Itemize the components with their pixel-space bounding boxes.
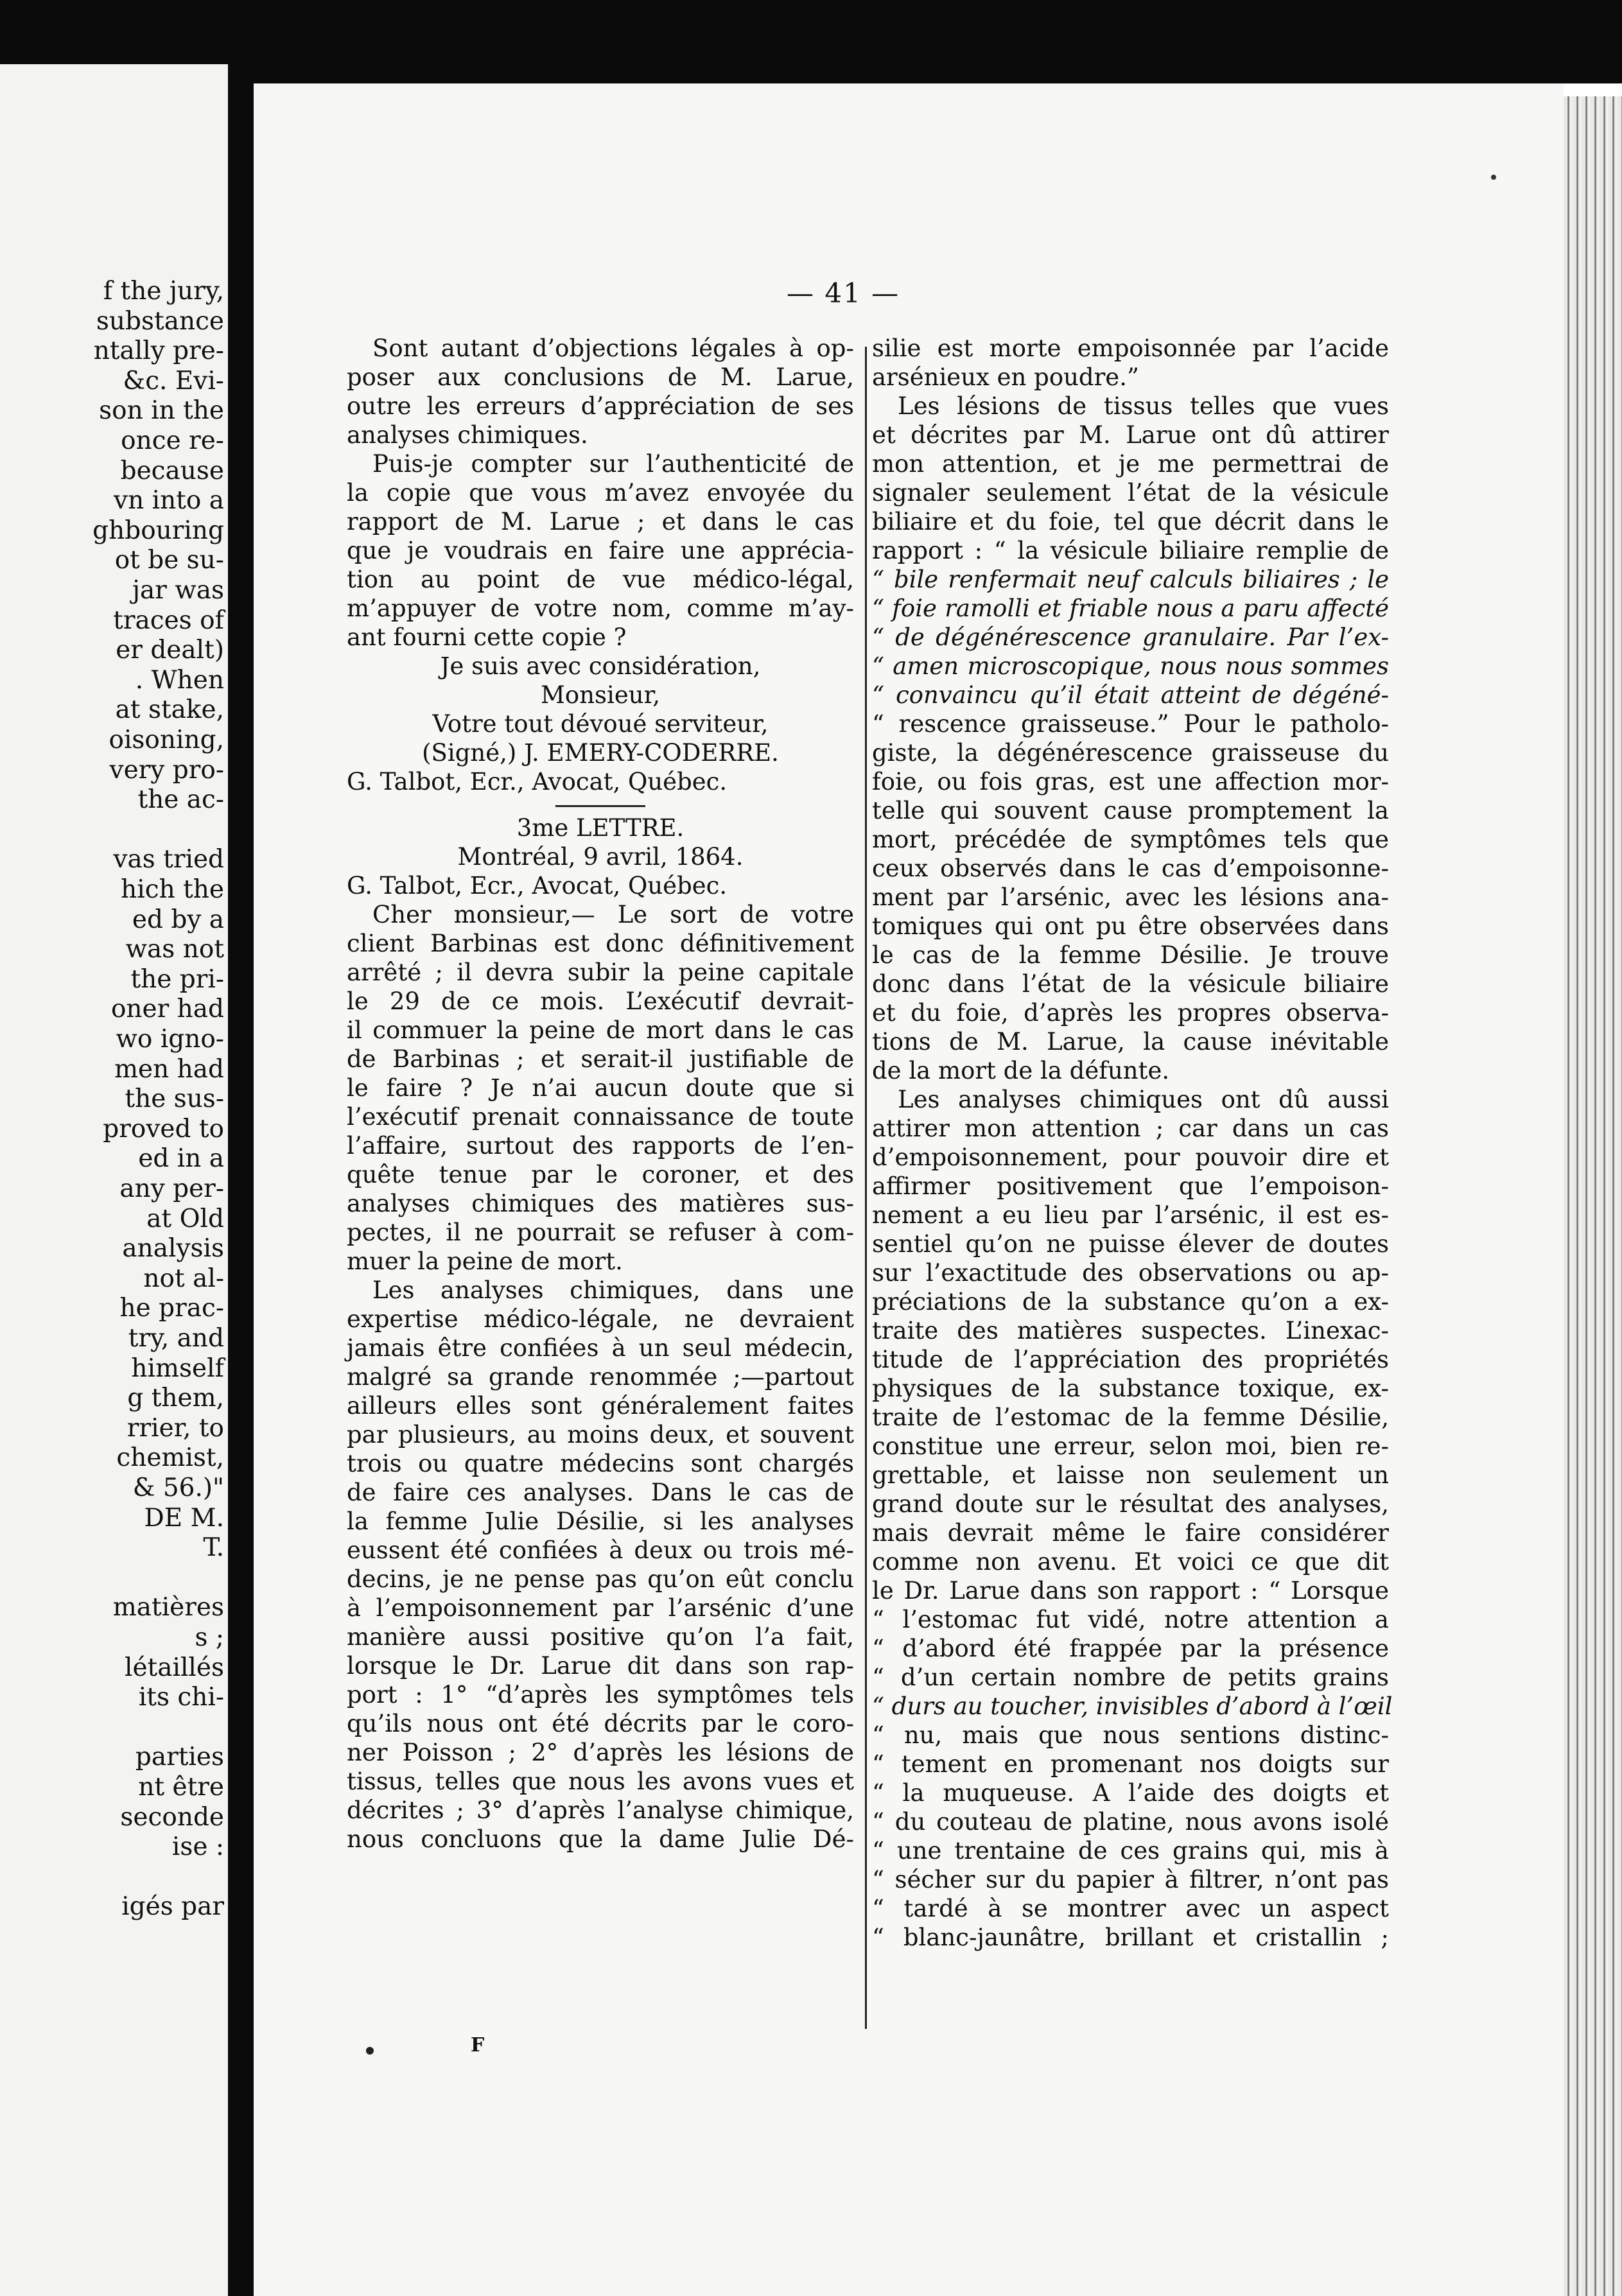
adjacent-page-line: the pri- bbox=[130, 964, 224, 994]
text-line: le cas de la femme Désilie. Je trouve bbox=[872, 941, 1389, 969]
adjacent-page-line: vn into a bbox=[114, 486, 224, 516]
text-line: rapport : “ la vésicule biliaire remplie de bbox=[872, 537, 1389, 564]
text-line: quête tenue par le coroner, et des bbox=[347, 1161, 854, 1188]
text-line: trois ou quatre médecins sont chargés bbox=[347, 1450, 854, 1477]
text-line: malgré sa grande renommée ;—partout bbox=[347, 1363, 854, 1391]
text-line: arsénieux en poudre.” bbox=[872, 363, 1139, 391]
text-line: lorsque le Dr. Larue dit dans son rap- bbox=[347, 1652, 854, 1680]
text-line: Votre tout dévoué serviteur, bbox=[432, 710, 769, 738]
text-line: telle qui souvent cause promptement la bbox=[872, 797, 1389, 824]
text-line: “ durs au toucher, invisibles d’abord à l’œil bbox=[872, 1692, 1393, 1720]
page-number: — 41 — bbox=[787, 277, 900, 309]
adjacent-page-line: igés par bbox=[121, 1892, 224, 1922]
adjacent-page-line: &c. Evi- bbox=[123, 366, 224, 396]
text-line: “ l’estomac fut vidé, notre attention a bbox=[872, 1606, 1389, 1633]
text-line: port : 1° “d’après les symptômes tels bbox=[347, 1681, 854, 1709]
adjacent-page-line: oisoning, bbox=[109, 726, 224, 754]
adjacent-page-line: oner had bbox=[110, 995, 224, 1024]
adjacent-page-line: himself bbox=[131, 1353, 224, 1383]
adjacent-page-line: vas tried bbox=[113, 845, 224, 874]
text-line: eussent été confiées à deux ou trois mé- bbox=[347, 1536, 854, 1564]
adjacent-page-line: analysis bbox=[122, 1234, 224, 1264]
adjacent-page-line: s ; bbox=[195, 1623, 224, 1652]
text-line: attirer mon attention ; car dans un cas bbox=[872, 1115, 1389, 1142]
adjacent-page-line: the ac- bbox=[137, 785, 224, 815]
text-line: 3me LETTRE. bbox=[516, 814, 685, 842]
text-line: Cher monsieur,— Le sort de votre bbox=[372, 901, 854, 928]
text-line: jamais être confiées à un seul médecin, bbox=[347, 1334, 854, 1362]
text-line: biliaire et du foie, tel que décrit dans le bbox=[872, 508, 1389, 535]
text-line: “ d’abord été frappée par la présence bbox=[872, 1635, 1389, 1662]
text-line: giste, la dégénérescence graisseuse du bbox=[872, 739, 1389, 767]
text-column-right bbox=[872, 334, 1393, 1952]
adjacent-page-line: try, and bbox=[128, 1324, 224, 1353]
text-line: “ blanc-jaunâtre, brillant et cristallin ; bbox=[872, 1924, 1389, 1951]
adjacent-page-line: substance bbox=[96, 306, 224, 336]
adjacent-page-line: ed by a bbox=[132, 905, 224, 934]
text-line: de Barbinas ; et serait-il justifiable de bbox=[347, 1045, 854, 1073]
adjacent-page-line: T. bbox=[203, 1533, 224, 1563]
text-line: ceux observés dans le cas d’empoisonne- bbox=[872, 855, 1389, 882]
text-line: “ la muqueuse. A l’aide des doigts et bbox=[872, 1779, 1389, 1807]
adjacent-page-line: he prac- bbox=[119, 1294, 224, 1323]
text-line: comme non avenu. Et voici ce que dit bbox=[872, 1548, 1389, 1576]
adjacent-page-line: létaillés bbox=[125, 1653, 224, 1682]
adjacent-page-line: DE M. bbox=[144, 1503, 224, 1533]
text-line: nement a eu lieu par l’arsénic, il est es- bbox=[872, 1201, 1389, 1229]
text-column-left bbox=[347, 334, 854, 1854]
text-line: “ amen microscopique, nous nous sommes bbox=[872, 652, 1389, 680]
text-line: “ tement en promenant nos doigts sur bbox=[872, 1750, 1389, 1778]
text-line: d’empoisonnement, pour pouvoir dire et bbox=[872, 1144, 1389, 1171]
text-line: manière aussi positive qu’on l’a fait, bbox=[347, 1623, 854, 1651]
text-line: mort, précédée de symptômes tels que bbox=[872, 826, 1389, 853]
text-line: foie, ou fois gras, est une affection mor- bbox=[872, 768, 1389, 796]
text-line: signaler seulement l’état de la vésicule bbox=[872, 479, 1389, 507]
adjacent-page-fragment bbox=[0, 64, 228, 2296]
text-line: outre les erreurs d’appréciation de ses bbox=[347, 392, 854, 420]
adjacent-page-line: chemist, bbox=[116, 1443, 224, 1473]
text-line: traite des matières suspectes. L’inexac- bbox=[872, 1317, 1389, 1344]
text-line: titude de l’appréciation des propriétés bbox=[872, 1346, 1389, 1373]
adjacent-page-line: the sus- bbox=[125, 1084, 224, 1114]
text-line: (Signé,) J. EMERY-CODERRE. bbox=[422, 739, 779, 767]
column-divider bbox=[865, 347, 867, 2029]
text-line: préciations de la substance qu’on a ex- bbox=[872, 1288, 1389, 1316]
adjacent-page-line: ot be su- bbox=[114, 546, 224, 575]
text-line: poser aux conclusions de M. Larue, bbox=[347, 363, 854, 391]
text-line: muer la peine de mort. bbox=[347, 1248, 623, 1275]
text-line: sur l’exactitude des observations ou ap- bbox=[872, 1259, 1389, 1287]
text-line: “ tardé à se montrer avec un aspect bbox=[872, 1895, 1389, 1922]
adjacent-page-line: hich the bbox=[121, 875, 224, 904]
text-line: la copie que vous m’avez envoyée du bbox=[347, 479, 854, 507]
text-line: “ rescence graisseuse.” Pour le patholo- bbox=[872, 710, 1389, 738]
text-line: “ foie ramolli et friable nous a paru affecté bbox=[872, 595, 1389, 622]
adjacent-page-line: any per- bbox=[119, 1174, 224, 1203]
text-line: ailleurs elles sont généralement faites bbox=[347, 1392, 854, 1420]
text-line: “ nu, mais que nous sentions distinc- bbox=[872, 1721, 1389, 1749]
adjacent-page-line: parties bbox=[135, 1743, 224, 1772]
text-line: analyses chimiques. bbox=[347, 421, 588, 449]
adjacent-page-line: traces of bbox=[113, 605, 224, 635]
text-line: pectes, il ne pourrait se refuser à com- bbox=[347, 1219, 854, 1246]
adjacent-page-line: wo igno- bbox=[116, 1025, 224, 1054]
text-line: le 29 de ce mois. L’exécutif devrait- bbox=[347, 987, 854, 1015]
adjacent-page-line: & 56.)" bbox=[132, 1474, 224, 1502]
adjacent-page-line: jar was bbox=[132, 576, 224, 605]
adjacent-page-line: ed in a bbox=[138, 1144, 224, 1174]
text-line: ner Poisson ; 2° d’après les lésions de bbox=[347, 1739, 854, 1766]
adjacent-page-line: matières bbox=[112, 1593, 224, 1622]
text-line: l’affaire, surtout des rapports de l’en- bbox=[347, 1132, 854, 1160]
text-line: Les lésions de tissus telles que vues bbox=[898, 392, 1389, 420]
text-line: à l’empoisonnement par l’arsénic d’une bbox=[347, 1594, 854, 1622]
text-line: décrites ; 3° d’après l’analyse chimique, bbox=[347, 1796, 854, 1824]
text-line: decins, je ne pense pas qu’on eût conclu bbox=[347, 1565, 854, 1593]
text-line: mon attention, et je me permettrai de bbox=[872, 450, 1389, 478]
adjacent-page-line: nt être bbox=[138, 1773, 224, 1802]
text-line: Monsieur, bbox=[541, 681, 660, 709]
text-line: analyses chimiques des matières sus- bbox=[347, 1190, 854, 1217]
adjacent-page-line: because bbox=[120, 456, 224, 485]
text-line: Montréal, 9 avril, 1864. bbox=[457, 843, 744, 871]
adjacent-page-line: g them, bbox=[127, 1384, 224, 1413]
adjacent-page-line: f the jury, bbox=[103, 277, 224, 306]
text-line: le faire ? Je n’ai aucun doute que si bbox=[347, 1074, 854, 1102]
text-line: donc dans l’état de la vésicule biliaire bbox=[872, 970, 1389, 998]
text-line: et du foie, d’après les propres observa- bbox=[872, 999, 1389, 1027]
text-line: et décrites par M. Larue ont dû attirer bbox=[872, 421, 1389, 449]
page-edge bbox=[1564, 96, 1622, 2296]
adjacent-page-line: . When bbox=[135, 665, 224, 695]
text-line: tissus, telles que nous les avons vues et bbox=[347, 1768, 854, 1795]
ink-speck bbox=[366, 2047, 374, 2055]
text-line: traite de l’estomac de la femme Désilie, bbox=[872, 1404, 1389, 1431]
adjacent-page-line: proved to bbox=[103, 1114, 224, 1144]
text-line: tions de M. Larue, la cause inévitable bbox=[872, 1028, 1389, 1056]
adjacent-page-line: er dealt) bbox=[116, 636, 224, 665]
text-line: Les analyses chimiques ont dû aussi bbox=[898, 1086, 1389, 1113]
text-line: expertise médico-légale, ne devraient bbox=[347, 1305, 854, 1333]
adjacent-page-line: ntally pre- bbox=[93, 336, 224, 366]
text-line: “ bile renfermait neuf calculs biliaires ; le bbox=[872, 566, 1389, 593]
text-line: tomiques qui ont pu être observées dans bbox=[872, 912, 1389, 940]
text-line: ant fourni cette copie ? bbox=[347, 623, 627, 651]
scan-gutter bbox=[228, 0, 254, 2296]
adjacent-page-line: ise : bbox=[171, 1832, 224, 1862]
text-line: “ convaincu qu’il était atteint de dégéné- bbox=[872, 681, 1389, 709]
text-line: m’appuyer de votre nom, comme m’ay- bbox=[347, 595, 854, 622]
text-line: arrêté ; il devra subir la peine capitale bbox=[347, 959, 854, 986]
text-line: physiques de la substance toxique, ex- bbox=[872, 1375, 1389, 1402]
adjacent-page-line: was not bbox=[125, 935, 224, 964]
text-line: le Dr. Larue dans son rapport : “ Lorsque bbox=[872, 1577, 1389, 1605]
text-line: ment par l’arsénic, avec les lésions ana- bbox=[872, 883, 1389, 911]
adjacent-page-line: seconde bbox=[120, 1802, 224, 1832]
text-line: “ d’un certain nombre de petits grains bbox=[872, 1664, 1389, 1691]
adjacent-page-line: not al- bbox=[143, 1264, 224, 1293]
text-line: G. Talbot, Ecr., Avocat, Québec. bbox=[347, 872, 728, 900]
text-line: par plusieurs, au moins deux, et souvent bbox=[347, 1421, 854, 1448]
text-line: nous concluons que la dame Julie Dé- bbox=[347, 1825, 854, 1853]
text-line: sentiel qu’on ne puisse élever de doutes bbox=[872, 1230, 1389, 1258]
text-line: tion au point de vue médico-légal, bbox=[347, 566, 854, 593]
text-line: grand doute sur le résultat des analyses, bbox=[872, 1490, 1389, 1518]
adjacent-page-line: at stake, bbox=[115, 695, 224, 725]
text-line: “ une trentaine de ces grains qui, mis à bbox=[872, 1837, 1389, 1865]
text-line: silie est morte empoisonnée par l’acide bbox=[872, 335, 1389, 362]
text-line: Puis-je compter sur l’authenticité de bbox=[372, 450, 854, 478]
text-line: rapport de M. Larue ; et dans le cas bbox=[347, 508, 854, 535]
text-line: G. Talbot, Ecr., Avocat, Québec. bbox=[347, 768, 728, 796]
text-line: Les analyses chimiques, dans une bbox=[372, 1276, 854, 1304]
text-line: “ sécher sur du papier à filtrer, n’ont pas bbox=[872, 1866, 1389, 1893]
adjacent-page-line: men had bbox=[114, 1054, 224, 1084]
text-line: il commuer la peine de mort dans le cas bbox=[347, 1016, 854, 1044]
text-line: client Barbinas est donc définitivement bbox=[347, 930, 854, 957]
text-line: “ de dégénérescence granulaire. Par l’ex- bbox=[872, 623, 1389, 651]
text-line: l’exécutif prenait connaissance de toute bbox=[347, 1103, 854, 1131]
text-line: qu’ils nous ont été décrits par le coro- bbox=[347, 1710, 854, 1737]
text-line: constitue une erreur, selon moi, bien re- bbox=[872, 1432, 1389, 1460]
signature-mark: F bbox=[471, 2034, 485, 2057]
adjacent-page-line: at Old bbox=[146, 1204, 224, 1233]
text-line: la femme Julie Désilie, si les analyses bbox=[347, 1508, 854, 1535]
text-line: mais devrait même le faire considérer bbox=[872, 1519, 1389, 1547]
adjacent-page-line: ghbouring bbox=[92, 516, 224, 545]
adjacent-page-line: its chi- bbox=[138, 1683, 224, 1712]
text-line: de la mort de la défunte. bbox=[872, 1057, 1170, 1084]
text-line: de faire ces analyses. Dans le cas de bbox=[347, 1479, 854, 1506]
text-line: “ du couteau de platine, nous avons isolé bbox=[872, 1808, 1389, 1836]
section-rule bbox=[555, 805, 645, 807]
text-line: que je voudrais en faire une apprécia- bbox=[347, 537, 854, 564]
adjacent-page-line: very pro- bbox=[109, 755, 224, 785]
text-line: Je suis avec considération, bbox=[440, 652, 761, 680]
adjacent-page-line: son in the bbox=[99, 396, 224, 426]
ink-speck bbox=[1491, 175, 1496, 180]
text-line: affirmer positivement que l’empoison- bbox=[872, 1172, 1389, 1200]
text-line: grettable, et laisse non seulement un bbox=[872, 1461, 1389, 1489]
text-line: Sont autant d’objections légales à op- bbox=[372, 335, 854, 362]
adjacent-page-line: once re- bbox=[121, 426, 224, 455]
adjacent-page-line: rrier, to bbox=[126, 1413, 224, 1443]
